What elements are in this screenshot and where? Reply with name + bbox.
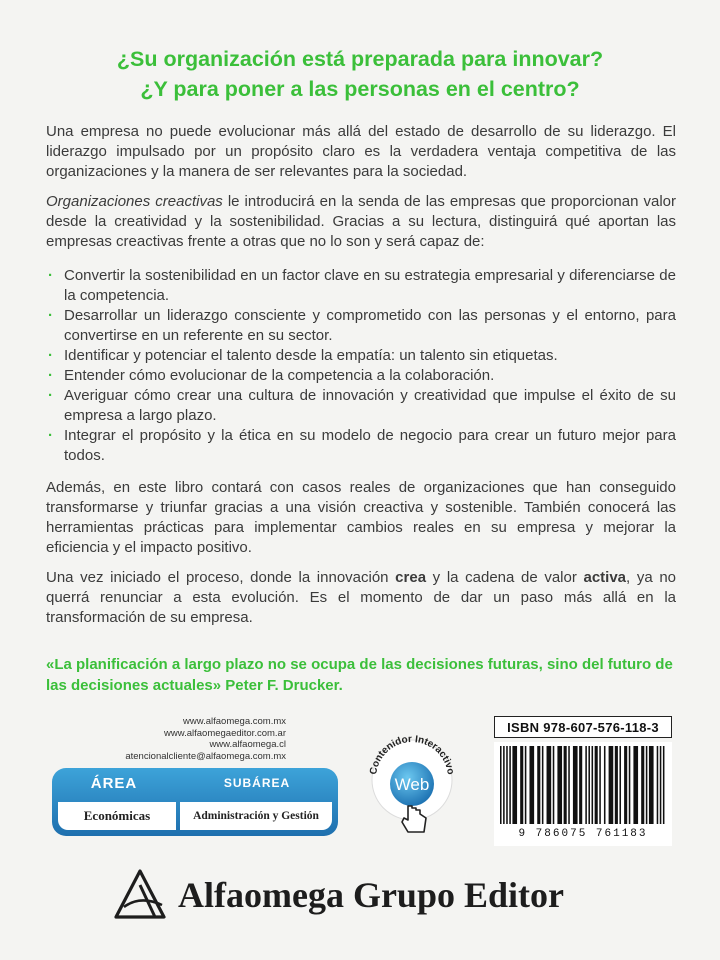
barcode-bar [542, 746, 544, 824]
area-value: Económicas [58, 802, 176, 830]
barcode-bar [588, 746, 590, 824]
area-label: ÁREA [90, 774, 138, 792]
barcode-bar [525, 746, 527, 824]
subarea-label: SUBÁREA [223, 776, 291, 790]
barcode-bar [568, 746, 570, 824]
cases-paragraph: Además, en este libro contará con casos reales de organizaciones que han conseguido transformarse y triunfar gracias a una visión creactiva y sostenible. También conocerá las herramientas prácticas para implementar cambios reales en su empresa y mejorar la eficiencia y el impacto positivo. [46, 479, 676, 556]
list-item: · Integrar el propósito y la ética en su modelo de negocio para crear un futuro mejor para todos. [48, 427, 676, 464]
badge-web-label: Web [394, 775, 430, 794]
barcode-bar [573, 746, 578, 824]
publisher-logo [110, 860, 630, 930]
bullet-marker: · [48, 367, 53, 384]
barcode-bar [633, 746, 638, 824]
closing-paragraph: Una vez iniciado el proceso, donde la innovación crea y la cadena de valor activa, ya no querrá renunciar a esta evolución. Es el momento de dar un paso más allá en la transformación de su empresa. [46, 569, 677, 626]
list-item: · Entender cómo evolucionar de la competencia a la colaboración. [48, 367, 495, 384]
barcode-bar [557, 746, 562, 824]
subarea-value: Administración y Gestión [180, 802, 332, 830]
barcode-bar [599, 746, 601, 824]
body-text [46, 122, 676, 638]
alfaomega-triangle-icon [110, 865, 170, 925]
barcode-bar [579, 746, 582, 824]
bullet-marker: · [48, 347, 53, 364]
description-rest: le introducirá en la senda de las empresas que proporcionan valor desde la creatividad y la sostenibilidad. Gracias a su lectura, distinguirá qué aportan las empresas creactivas frente a otras que no lo son y será capaz de: [46, 193, 676, 250]
barcode-bar [500, 746, 502, 824]
badge-arc-text: Contenidor Interactivo [368, 733, 456, 776]
list-item: · Identificar y potenciar el talento desde la empatía: un talento sin etiquetas. [48, 347, 558, 364]
barcode [494, 742, 672, 846]
bullet-marker: · [48, 267, 53, 284]
barcode-bar [646, 746, 648, 824]
bold-activa: activa [583, 569, 627, 586]
barcode-bar [506, 746, 508, 824]
benefits-list [46, 266, 676, 466]
barcode-bar [547, 746, 552, 824]
barcode-bar [537, 746, 540, 824]
drucker-quote: «La planificación a largo plazo no se ocupa de las decisiones futuras, sino del futuro de las decisiones actuales» Peter F. Drucker. [46, 656, 673, 694]
isbn-barcode [494, 716, 672, 846]
contact-link[interactable]: www.alfaomegaeditor.com.ar [164, 727, 286, 739]
barcode-bars [494, 742, 672, 826]
book-title: Organizaciones creactivas [46, 193, 223, 210]
barcode-bar [649, 746, 654, 824]
barcode-bar [529, 746, 534, 824]
list-item: · Desarrollar un liderazgo consciente y comprometido con las personas y el entorno, para convertirse en un referente en su sector. [48, 307, 676, 344]
intro-paragraph: Una empresa no puede evolucionar más allá del estado de desarrollo de su liderazgo. El liderazgo impulsado por un propósito claro es la verdadera ventaja competitiva de las organizaciones y la manera de ser relevantes para la sociedad. [46, 123, 676, 180]
bold-crea: crea [395, 569, 427, 586]
barcode-bar [553, 746, 555, 824]
list-item: · Convertir la sostenibilidad en un factor clave en su estrategia empresarial y diferenciarse de la competencia. [48, 267, 676, 304]
headline-line-1: ¿Su organización está preparada para innovar? [116, 47, 604, 71]
bullet-marker: · [48, 387, 53, 404]
contact-link[interactable]: www.alfaomega.com.mx [183, 716, 286, 727]
bullet-marker: · [48, 427, 53, 444]
barcode-bar [503, 746, 505, 824]
barcode-bar [512, 746, 517, 824]
barcode-bar [520, 746, 523, 824]
contact-list [60, 716, 286, 762]
publisher-name: Alfaomega Grupo Editor [178, 875, 564, 915]
barcode-bar [660, 746, 662, 824]
headline-line-2: ¿Y para poner a las personas en el centro? [140, 77, 580, 101]
bullet-marker: · [48, 307, 53, 324]
contact-link[interactable]: www.alfaomega.cl [209, 739, 286, 750]
barcode-bar [641, 746, 644, 824]
barcode-bar [619, 746, 621, 824]
web-content-badge [362, 722, 462, 842]
barcode-bar [657, 746, 659, 824]
barcode-bar [585, 746, 587, 824]
barcode-bar [604, 746, 606, 824]
barcode-bar [564, 746, 567, 824]
barcode-bar [629, 746, 631, 824]
barcode-bar [595, 746, 598, 824]
barcode-bar [663, 746, 665, 824]
area-classification [52, 768, 338, 836]
list-item: · Averiguar cómo crear una cultura de innovación y creatividad que impulse el éxito de su empresa a largo plazo. [48, 387, 676, 424]
web-badge-graphic [362, 722, 462, 842]
barcode-bar [615, 746, 618, 824]
description-paragraph [46, 192, 676, 252]
isbn-label: ISBN 978-607-576-118-3 [494, 716, 672, 738]
barcode-bar [509, 746, 511, 824]
barcode-digits: 9 786075 761183 [518, 828, 648, 840]
contact-email[interactable]: atencionalcliente@alfaomega.com.mx [125, 750, 286, 762]
barcode-bar [609, 746, 614, 824]
headline [40, 44, 680, 104]
barcode-bar [592, 746, 594, 824]
barcode-bar [624, 746, 627, 824]
